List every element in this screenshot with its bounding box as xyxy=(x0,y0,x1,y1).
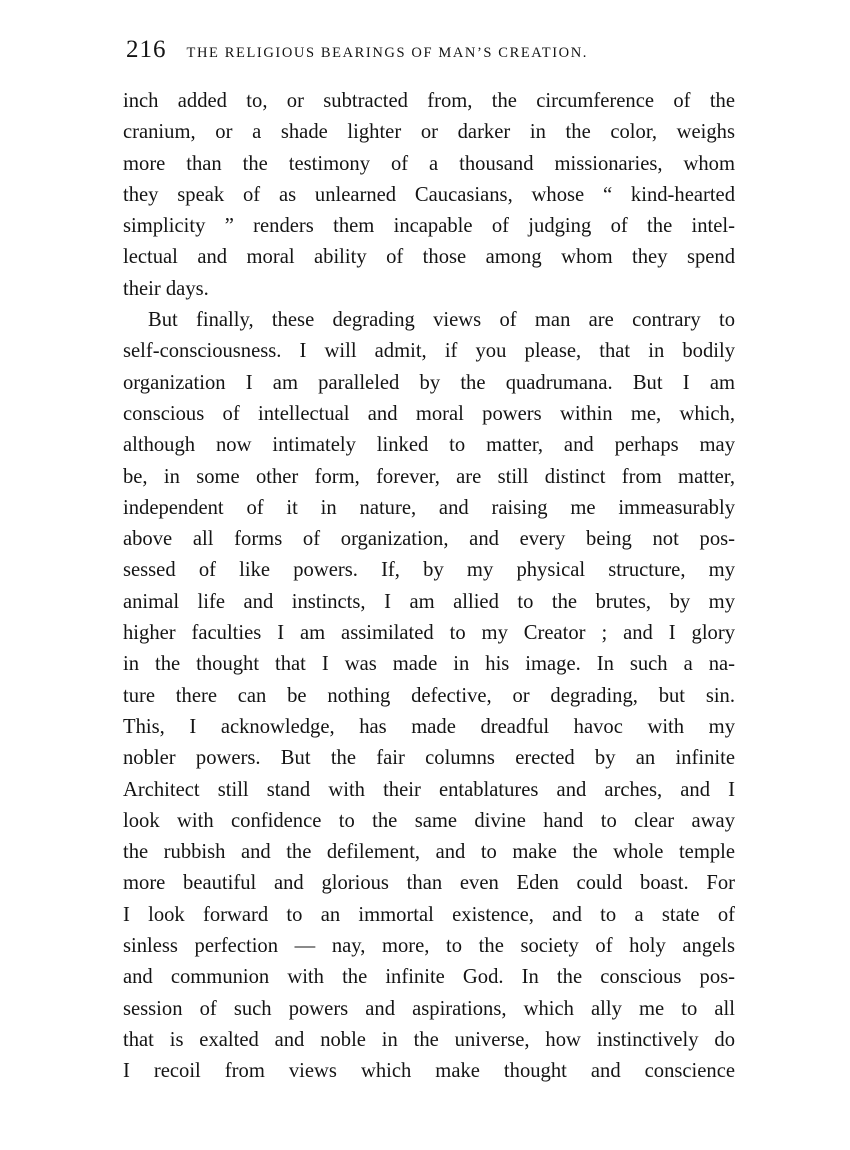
text-line: cranium, or a shade lighter or darker in the color, weighs xyxy=(123,121,735,144)
text-line: inch added to, or subtracted from, the circumference of the xyxy=(123,90,735,112)
text-line: animal life and instincts, I am allied to the brutes, by my xyxy=(123,590,735,613)
text-line: sessed of like powers. If, by my physical structure, my xyxy=(123,559,735,582)
text-line: higher faculties I am assimilated to my Creator ; and I glory xyxy=(123,622,735,645)
text-line: the rubbish and the defilement, and to make the whole temple xyxy=(123,841,735,864)
page-number: 216 xyxy=(126,36,167,63)
text-line: more beautiful and glorious than even Eden could boast. For xyxy=(123,872,735,895)
text-line: This, I acknowledge, has made dreadful havoc with my xyxy=(123,715,735,738)
text-line: But finally, these degrading views of man are contrary to xyxy=(148,309,735,332)
text-line: simplicity ” renders them incapable of judging of the intel- xyxy=(123,215,735,238)
text-line: above all forms of organization, and every being not pos- xyxy=(123,528,735,551)
text-line: session of such powers and aspirations, which ally me to all xyxy=(123,997,735,1020)
paragraph xyxy=(123,305,735,1087)
text-line: in the thought that I was made in his image. In such a na- xyxy=(123,653,735,676)
body-text xyxy=(123,86,735,1088)
text-line: independent of it in nature, and raising me immeasurably xyxy=(123,496,735,519)
text-line: look with confidence to the same divine hand to clear away xyxy=(123,809,735,832)
text-line: self-consciousness. I will admit, if you please, that in bodily xyxy=(123,340,735,363)
text-line: more than the testimony of a thousand missionaries, whom xyxy=(123,152,735,175)
paragraph xyxy=(123,86,735,305)
text-line: their days. xyxy=(123,277,209,300)
text-line: sinless perfection — nay, more, to the society of holy angels xyxy=(123,935,735,958)
text-line: Architect still stand with their entablatures and arches, and I xyxy=(123,778,735,801)
text-line: and communion with the infinite God. In the conscious pos- xyxy=(123,966,735,989)
text-line: nobler powers. But the fair columns erected by an infinite xyxy=(123,747,735,770)
running-title: THE RELIGIOUS BEARINGS OF MAN’S CREATION. xyxy=(186,45,589,61)
text-line: they speak of as unlearned Caucasians, whose “ kind-hearted xyxy=(123,183,735,206)
text-line: conscious of intellectual and moral powers within me, which, xyxy=(123,402,735,425)
text-line: I recoil from views which make thought and conscience xyxy=(123,1060,735,1083)
text-line: ture there can be nothing defective, or degrading, but sin. xyxy=(123,684,735,707)
text-line: that is exalted and noble in the universe, how instinctively do xyxy=(123,1028,735,1051)
running-header xyxy=(126,36,736,66)
text-line: I look forward to an immortal existence, and to a state of xyxy=(123,903,735,926)
text-line: be, in some other form, forever, are still distinct from matter, xyxy=(123,465,735,488)
text-line: although now intimately linked to matter, and perhaps may xyxy=(123,434,735,457)
text-line: organization I am paralleled by the quadrumana. But I am xyxy=(123,371,735,394)
text-line: lectual and moral ability of those among whom they spend xyxy=(123,246,735,269)
